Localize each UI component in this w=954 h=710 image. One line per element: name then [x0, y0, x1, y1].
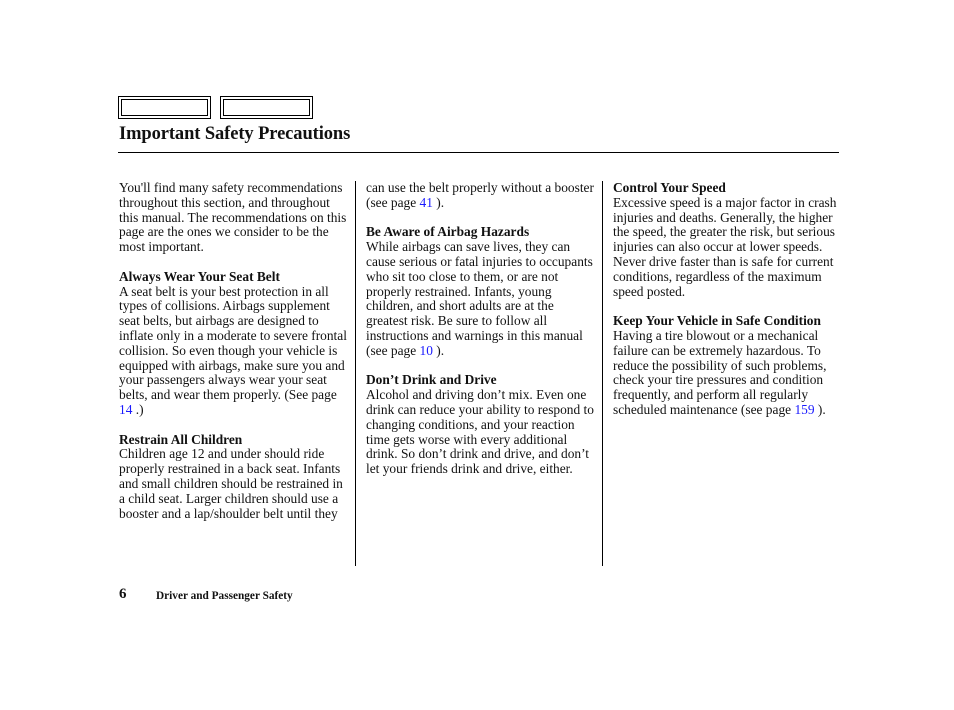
seatbelt-tail: .): [132, 401, 144, 417]
column-middle: [366, 181, 596, 492]
airbag-heading: Be Aware of Airbag Hazards: [366, 224, 530, 240]
page-link-41[interactable]: 41: [419, 194, 433, 210]
column-left: [119, 181, 347, 536]
children-heading: Restrain All Children: [119, 431, 243, 447]
page-link-14[interactable]: 14: [119, 401, 133, 417]
vehicle-text: Having a tire blowout or a mechanical failure can be extremely hazardous. To reduce the possibility of such problems, check your tire pressures and condition frequently, and perform all regularly scheduled maintenance (see page: [613, 327, 827, 417]
column-divider: [602, 181, 603, 566]
airbag-tail: ).: [432, 342, 445, 358]
airbag-section: [366, 225, 596, 358]
title-divider: [118, 152, 839, 153]
page-title: Important Safety Precautions: [119, 124, 351, 144]
children-continued-tail: ).: [432, 194, 445, 210]
seatbelt-heading: Always Wear Your Seat Belt: [119, 268, 280, 284]
column-right: [613, 181, 843, 433]
vehicle-heading: Keep Your Vehicle in Safe Condition: [613, 313, 821, 329]
speed-text: Excessive speed is a major factor in crash injuries and deaths. Generally, the higher the speed, the greater the risk, but serious injuries can also occur at lower speeds. Never drive faster than is safe for current conditions, regardless of the maximum speed posted.: [613, 194, 837, 299]
page-number: 6: [119, 586, 127, 602]
speed-section: [613, 181, 843, 299]
children-continued-text: can use the belt properly without a booster (see page: [366, 180, 594, 210]
page-link-159[interactable]: 159: [794, 401, 815, 417]
children-section: [119, 433, 347, 522]
intro-paragraph: You'll find many safety recommendations throughout this section, and throughout this manual. The recommendations on this page are the ones we consider to be the most important.: [119, 180, 347, 255]
speed-heading: Control Your Speed: [613, 180, 726, 195]
seatbelt-section: [119, 270, 347, 418]
drink-section: [366, 373, 596, 477]
vehicle-section: [613, 314, 843, 418]
drink-text: Alcohol and driving don’t mix. Even one drink can reduce your ability to respond to changing conditions, and your reaction time gets worse with every additional drink. So don’t drink and drive, and don’t let your friends drink and drive, either.: [366, 387, 594, 477]
column-divider: [355, 181, 356, 566]
vehicle-tail: ).: [814, 401, 826, 417]
airbag-text: While airbags can save lives, they can cause serious or fatal injuries to occupants who sit too close to them, or are not properly restrained. Infants, young children, and short adults are at the greatest risk. Be sure to follow all instructions and warnings in this manual (see page: [366, 239, 593, 358]
children-continued: [366, 181, 596, 211]
next-page-button[interactable]: [220, 96, 313, 119]
previous-page-button[interactable]: [118, 96, 211, 119]
drink-heading: Don’t Drink and Drive: [366, 372, 497, 388]
section-name: Driver and Passenger Safety: [156, 590, 293, 602]
children-text: Children age 12 and under should ride properly restrained in a back seat. Infants and small children should be restrained in a child seat. Larger children should use a booster and a lap/shoulder belt until they: [119, 446, 343, 521]
seatbelt-text: A seat belt is your best protection in all types of collisions. Airbags supplement seat belts, but airbags are designed to inflate only in a moderate to severe frontal collision. So even though your vehicle is equipped with airbags, make sure you and your passengers always wear your seat belts, and wear them properly. (See page: [119, 283, 347, 403]
page-link-10[interactable]: 10: [419, 342, 433, 358]
